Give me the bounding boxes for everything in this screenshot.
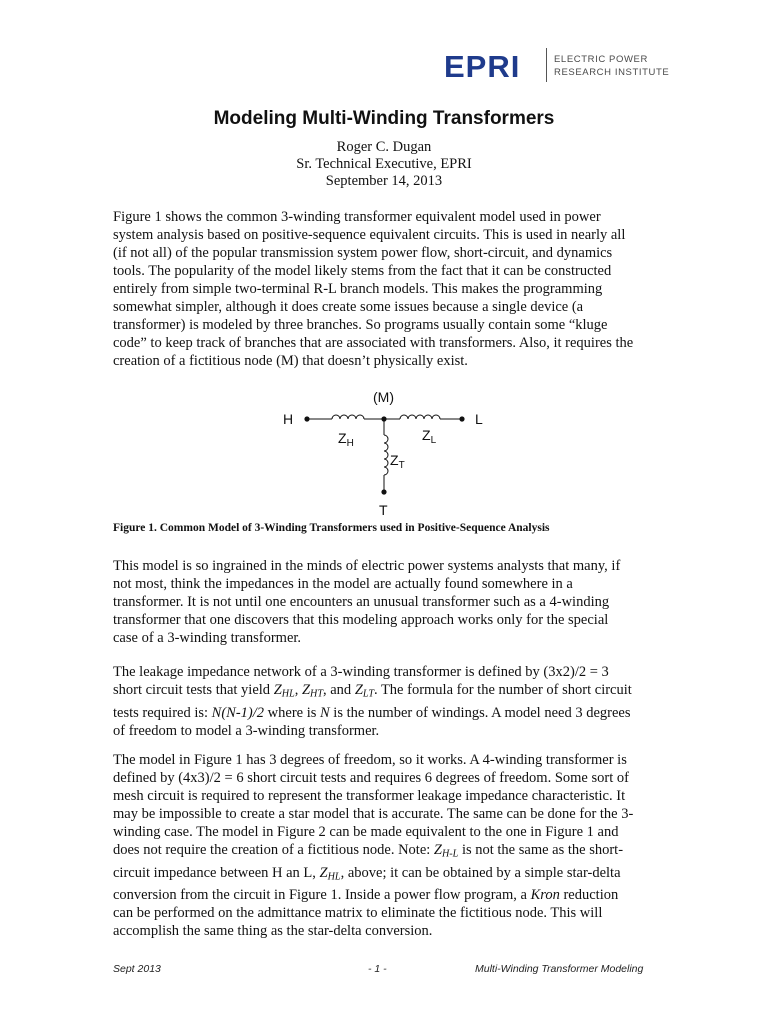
impedance-zl-label: $Z_L$ (422, 427, 437, 446)
text-line: winding case. The model in Figure 2 can be made equivalent to the one in Figure 1 and (113, 824, 619, 840)
node-t-label: T (379, 502, 388, 518)
impedance-zh-label: $Z_H$ (338, 430, 354, 449)
logo-org-line2: RESEARCH INSTITUTE (554, 67, 670, 78)
text-line: not most, think the impedances in the model are actually found somewhere in a (113, 576, 573, 592)
node-l-label: L (475, 411, 483, 427)
text-line: creation of a fictitious node (M) that doesn’t physically exist. (113, 353, 468, 369)
figure-caption: Figure 1. Common Model of 3-Winding Transformers used in Positive-Sequence Analysis (113, 522, 550, 534)
text-line: tools. The popularity of the model likely stems from the fact that it can be constructed (113, 263, 612, 279)
epri-logo-text: EPRI (444, 49, 521, 82)
footer-page-number: - 1 - (368, 963, 387, 975)
text-line: tests required is: N(N-1)/2 where is N is the number of windings. A model need 3 degrees (113, 704, 631, 721)
text-line: system analysis based on positive-sequence equivalent circuits. This is used in nearly all (113, 227, 626, 243)
text-line: code” to keep track of branches that are associated with transformers. Also, it requires the (113, 335, 634, 351)
text-line: (if not all) of the popular transmission system power flow, short-circuit, and dynamics (113, 245, 613, 261)
node-l-dot (459, 416, 464, 421)
footer-doc-title: Multi-Winding Transformer Modeling (475, 963, 644, 975)
text-line: may be impossible to create a star model that is accurate. The same can be done for the 3- (113, 806, 634, 822)
inductor-zt (384, 435, 388, 475)
text-line: defined by (4x3)/2 = 6 short circuit tests and requires 6 degrees of freedom. Some sort of (113, 770, 629, 786)
inductor-zh (332, 415, 364, 419)
circuit-diagram-svg (270, 385, 500, 520)
text-line: The model in Figure 1 has 3 degrees of freedom, so it works. A 4-winding transformer is (113, 752, 627, 768)
node-t-dot (381, 489, 386, 494)
author-role: Sr. Technical Executive, EPRI (296, 156, 472, 172)
logo-org-line1: ELECTRIC POWER (554, 54, 648, 65)
text-line: The leakage impedance network of a 3-winding transformer is defined by (3x2)/2 = 3 (113, 664, 609, 680)
text-line: conversion from the circuit in Figure 1. Inside a power flow program, a Kron reduction (113, 887, 619, 904)
text-line: entirely from simple two-terminal R-L branch models. This makes the programming (113, 281, 603, 297)
node-h-label: H (283, 411, 294, 427)
text-line: circuit impedance between H an L, $Z_{HL}$, above; it can be obtained by a simple star-delta (113, 864, 621, 883)
inductor-zl (400, 415, 440, 419)
paragraph-four-winding (113, 751, 658, 940)
author-date: September 14, 2013 (325, 173, 443, 189)
footer-date: Sept 2013 (113, 963, 161, 975)
node-h-dot (304, 416, 309, 421)
text-line: transformer that one discovers that this modeling approach works only for the special (113, 612, 609, 628)
text-line: can be performed on the admittance matrix to eliminate the fictitious node. This will (113, 905, 603, 922)
text-line: of freedom to model a 3-winding transformer. (113, 722, 380, 739)
text-line: transformer. It is not until one encounters an unusual transformer such as a 4-winding (113, 594, 610, 610)
impedance-zt-label: $Z_T$ (390, 452, 405, 471)
node-m-label: (M) (373, 389, 394, 405)
paragraph-leakage (113, 663, 658, 740)
epri-logo-mark (444, 48, 544, 82)
page-title: Modeling Multi-Winding Transformers (213, 108, 555, 129)
logo-org-name (554, 53, 669, 79)
paragraph-intro (113, 208, 658, 370)
formula: N(N-1)/2 (211, 704, 265, 721)
text-line: mesh circuit is required to represent the transformer leakage impedance characteristic. It (113, 788, 626, 804)
text-line: transformer) is modeled by three branches. So programs usually contain some “kluge (113, 317, 608, 333)
text-line: accomplish the same thing as the star-delta conversion. (113, 923, 433, 940)
text-line: somewhat simpler, although it does create some issues because a single device (a (113, 299, 584, 315)
node-m-dot (381, 416, 386, 421)
text-line: does not require the creation of a fictitious node. Note: $Z_{H-L}$ is not the same as the short- (113, 842, 624, 860)
text-line: short circuit tests that yield $Z_{HL}$, $Z_{HT}$, and $Z_{LT}$. The formula for the number of short circuit (113, 682, 632, 700)
text-line: This model is so ingrained in the minds of electric power systems analysts that many, if (113, 558, 621, 574)
paragraph-ingrained (113, 557, 658, 647)
text-line: case of a 3-winding transformer. (113, 630, 302, 646)
logo-divider (546, 48, 547, 82)
author-name: Roger C. Dugan (336, 139, 432, 155)
text-line: Figure 1 shows the common 3-winding transformer equivalent model used in power (113, 209, 601, 225)
circuit-diagram (270, 385, 500, 520)
author-block (0, 139, 768, 190)
epri-logo (444, 48, 670, 84)
